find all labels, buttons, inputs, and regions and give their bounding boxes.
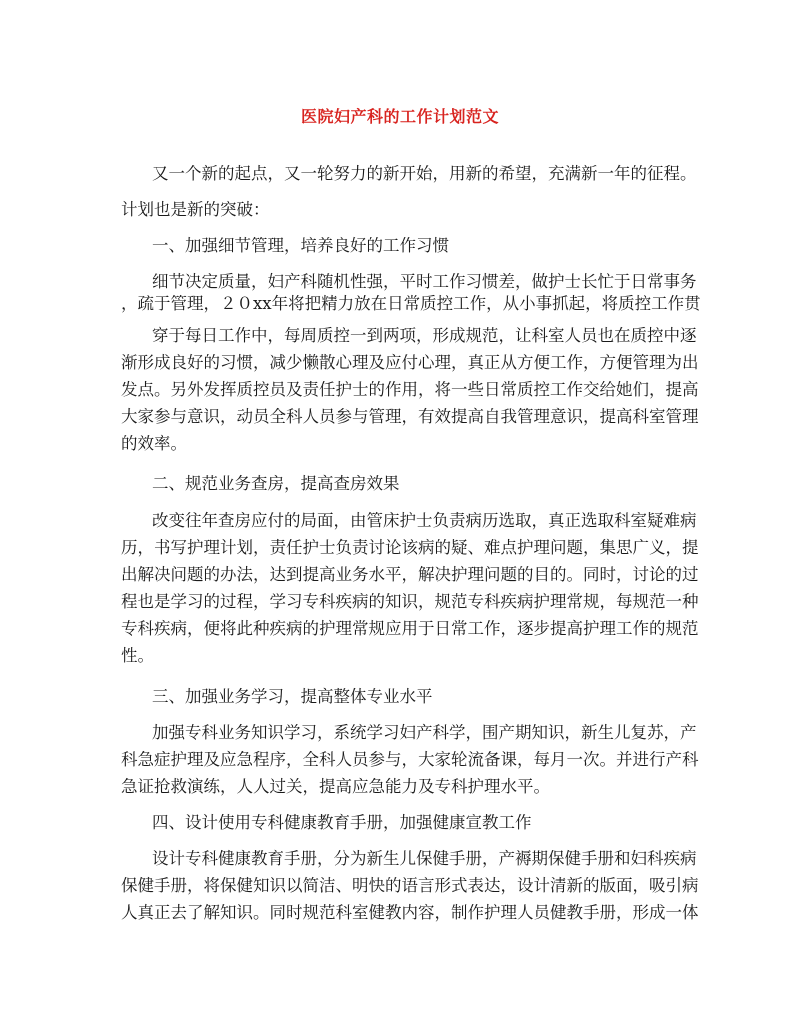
paragraph-line: 改变往年查房应付的局面，由管床护士负责病历选取，真正选取科室疑难病 — [152, 511, 697, 530]
document-title: 医院妇产科的工作计划范文 — [300, 107, 499, 126]
paragraph-line: 专科疾病，便将此种疾病的护理常规应用于日常工作，逐步提高护理工作的规范 — [121, 619, 699, 638]
section-heading: 一、加强细节管理，培养良好的工作习惯 — [152, 236, 449, 255]
paragraph-line: 性。 — [121, 646, 154, 665]
paragraph-line: 出解决问题的办法，达到提高业务水平，解决护理问题的目的。同时，讨论的过 — [121, 565, 699, 584]
paragraph-line: 保健手册，将保健知识以简洁、明快的语言形式表达，设计清新的版面，吸引病 — [121, 876, 699, 895]
paragraph-line: 加强专科业务知识学习，系统学习妇产科学，围产期知识，新生儿复苏，产 — [152, 723, 697, 742]
paragraph-line: 程也是学习的过程，学习专科疾病的知识，规范专科疾病护理常规，每规范一种 — [121, 592, 699, 611]
paragraph-line: 又一个新的起点，又一轮努力的新开始，用新的希望，充满新一年的征程。 — [152, 164, 697, 183]
paragraph-line: 大家参与意识，动员全科人员参与管理，有效提高自我管理意识，提高科室管理 — [121, 407, 699, 426]
paragraph-line: 人真正去了解知识。同时规范科室健教内容，制作护理人员健教手册，形成一体 — [121, 903, 699, 922]
paragraph-line: 历，书写护理计划，责任护士负责讨论该病的疑、难点护理问题，集思广义，提 — [121, 538, 699, 557]
section-heading: 三、加强业务学习，提高整体专业水平 — [152, 687, 433, 706]
section-heading: 二、规范业务查房，提高查房效果 — [152, 474, 400, 493]
paragraph-line: 计划也是新的突破： — [121, 200, 270, 219]
section-heading: 四、设计使用专科健康教育手册，加强健康宣教工作 — [152, 813, 532, 832]
paragraph-line: ，疏于管理，２０xx年将把精力放在日常质控工作，从小事抓起，将质控工作贯 — [121, 294, 701, 313]
paragraph-line: 设计专科健康教育手册，分为新生儿保健手册，产褥期保健手册和妇科疾病 — [152, 849, 697, 868]
paragraph-line: 穿于每日工作中，每周质控一到两项，形成规范，让科室人员也在质控中逐 — [152, 326, 697, 345]
paragraph-line: 的效率。 — [121, 434, 187, 453]
paragraph-line: 急证抢救演练，人人过关，提高应急能力及专科护理水平。 — [121, 777, 550, 796]
paragraph-line: 渐形成良好的习惯，减少懒散心理及应付心理，真正从方便工作，方便管理为出 — [121, 353, 699, 372]
paragraph-line: 发点。另外发挥质控员及责任护士的作用，将一些日常质控工作交给她们，提高 — [121, 380, 699, 399]
paragraph-line: 科急症护理及应急程序，全科人员参与，大家轮流备课，每月一次。并进行产科 — [121, 750, 699, 769]
paragraph-line: 细节决定质量，妇产科随机性强，平时工作习惯差，做护士长忙于日常事务 — [152, 272, 697, 291]
